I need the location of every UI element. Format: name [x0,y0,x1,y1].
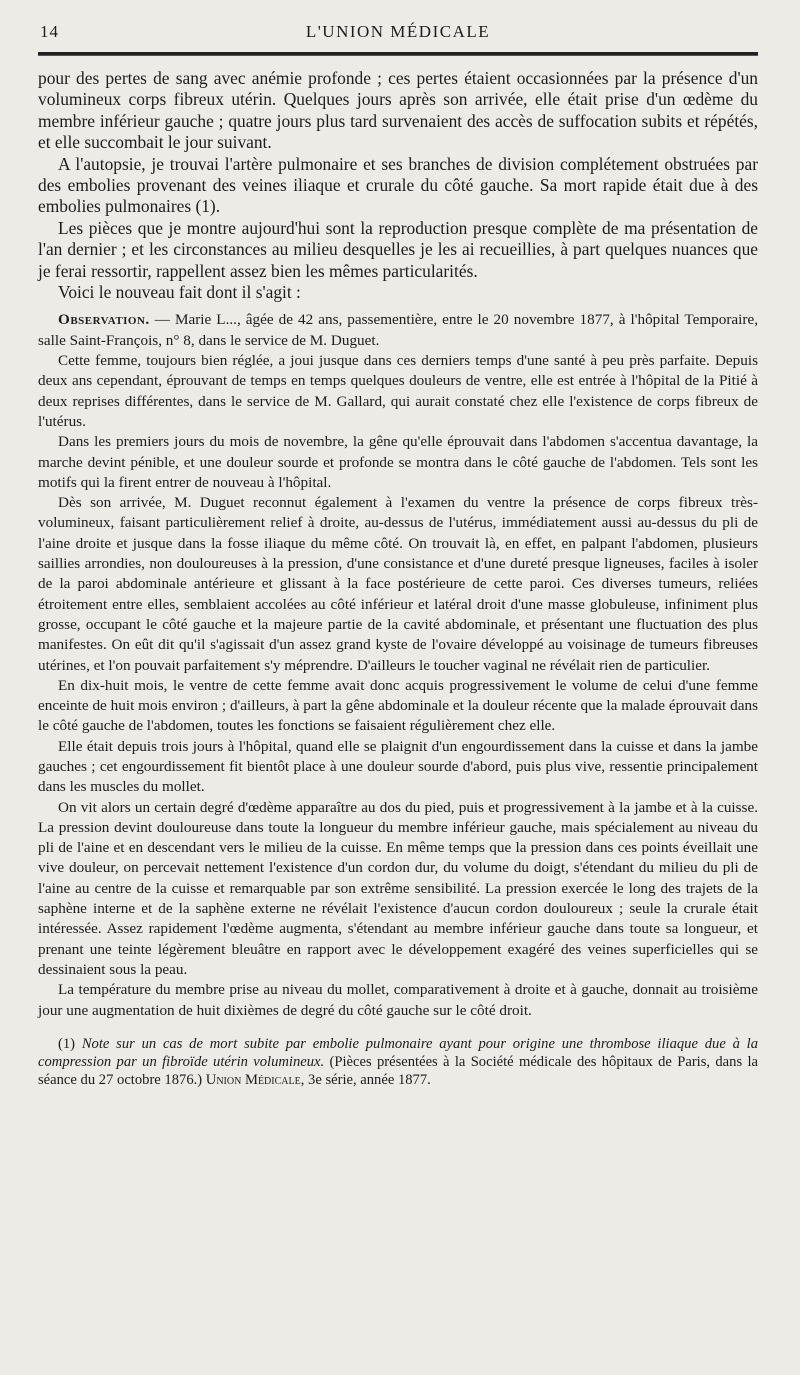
paragraph: pour des pertes de sang avec anémie profonde ; ces pertes étaient occasionnées par la présence d'un volumineux corps fibreux utérin. Quelques jours après son arrivée, elle était prise d'un œdème du membre inférieur gauche ; quatre jours plus tard survenaient des accès de suffocation subits et répétés, et elle succombait le jour suivant. [38,68,758,153]
spacer [38,303,758,310]
paragraph: Dans les premiers jours du mois de novembre, la gêne qu'elle éprouvait dans l'abdomen s'accentua davantage, la marche devint pénible, et une douleur sourde et profonde se montra dans le côté gauche de l'abdomen. Tels sont les motifs qui la firent entrer de nouveau à l'hôpital. [38,433,758,491]
footnote [38,1035,758,1089]
paragraph: Voici le nouveau fait dont il s'agit : [58,282,301,303]
paragraph: Elle était depuis trois jours à l'hôpital, quand elle se plaignit d'un engourdissement dans la cuisse et dans la jambe gauches ; cet engourdissement fit bientôt place à une douleur sourde d'abord, puis plus vive, ressentie principalement dans les muscles du mollet. [38,737,758,796]
header-rule [38,52,758,56]
footnote-marker: (1) [58,1035,76,1052]
page-header [38,18,758,44]
paragraph: La température du membre prise au niveau du mollet, comparativement à droite et à gauche, donnait au troisième jour une augmentation de huit dixièmes de degré du côté gauche sur le côté droit. [38,981,758,1019]
observation-text: — Marie L..., âgée de 42 ans, passementière, entre le 20 novembre 1877, à l'hôpital Temporaire, salle Saint-François, n° 8, dans le service de M. Duguet. [38,311,758,349]
paragraph: En dix-huit mois, le ventre de cette femme avait donc acquis progressivement le volume de celui d'une femme enceinte de huit mois environ ; d'ailleurs, à part la gêne abdominale et la douleur récente que la malade éprouvait dans le côté gauche de l'abdomen, toutes les fonctions se faisaient régulièrement chez elle. [38,676,758,735]
running-title: L'UNION MÉDICALE [305,22,491,41]
paragraph: Cette femme, toujours bien réglée, a joui jusque dans ces derniers temps d'une santé à peu près parfaite. Depuis deux ans cependant, éprouvant de temps en temps quelques douleurs de ventre, elle est entrée à l'hôpital de la Pitié à deux reprises différentes, dans le service de M. Gallard, qui aurait constaté chez elle l'existence de corps fibreux de l'utérus. [38,352,758,430]
paragraph: A l'autopsie, je trouvai l'artère pulmonaire et ses branches de division complétement obstruées par des embolies provenant des veines iliaque et crurale du côté gauche. Sa mort rapide était due à des embolies pulmonaires (1). [38,153,758,217]
page-number: 14 [40,22,59,41]
footnote-text: (Pièces présentées à la Société médicale des hôpitaux de Paris, dans la séance du 27 octobre 1876.) [38,1053,758,1088]
footnote-separator [38,1021,758,1035]
paragraph: Les pièces que je montre aujourd'hui sont la reproduction presque complète de ma présentation de l'an dernier ; et les circonstances au milieu desquelles je les ai recueillies, à part quelques nuances que je ferai ressortir, rappellent assez bien les mêmes particularités. [38,217,758,281]
paragraph: Dès son arrivée, M. Duguet reconnut également à l'examen du ventre la présence de corps fibreux très-volumineux, faisant particulièrement relief à droite, au-dessus de l'utérus, immédiatement aussi au-dessus du pli de l'aine droite et jusque dans la fosse iliaque du même côté. On trouvait là, en effet, en palpant l'abdomen, plusieurs saillies arrondies, non douloureuses à la pression, d'une consistance et d'une dureté presque ligneuses, faciles à isoler de la paroi abdominale antérieure et glissant à la face postérieure de cette paroi. Ces diverses tumeurs, reliées étroitement entre elles, semblaient accolées au côté inférieur et latéral droit d'une masse globuleuse, infiniment plus grosse, occupant le côté gauche et la majeure partie de la cavité abdominale, et présentant une fluctuation des plus manifestes. On eût dit qu'il s'agissait d'un assez grand kyste de l'ovaire développé au voisinage de tumeurs fibreuses utérines, et l'on pouvait parfaitement s'y méprendre. D'ailleurs le toucher vaginal ne révélait rien de particulier. [38,494,758,674]
footnote-title: Note sur un cas de mort subite par embolie pulmonaire ayant pour origine une thrombose iliaque due à la compression par un fibroïde utérin volumineux. [38,1035,758,1070]
observation-label: Observation. [58,311,150,329]
footnote-journal: Union Médicale, [205,1071,305,1088]
footnote-series: 3e série, année 1877. [308,1071,431,1088]
paragraph: On vit alors un certain degré d'œdème apparaître au dos du pied, puis et progressivement à la jambe et à la cuisse. La pression devint douloureuse dans toute la longueur du membre inférieur gauche, mais spécialement au niveau du pli de l'aine et en descendant vers le milieu de la cuisse. En même temps que la pression dans ces points éveillait une vive douleur, on percevait nettement l'existence d'un cordon dur, du volume du doigt, s'étendant du milieu du pli de l'aine au centre de la cuisse et remarquable par son extrême sensibilité. La pression exercée le long des trajets de la saphène interne et de la saphène externe ne révélait l'existence d'aucun cordon douloureux ; seule la crurale était intéressée. Assez rapidement l'œdème augmenta, s'étendant au membre inférieur gauche dans toute sa longueur, et prenant une teinte légèrement bleuâtre en rapport avec le développement exagéré des veines superficielles qui se dessinaient sous la peau. [38,798,758,978]
observation-paragraph [38,310,758,351]
